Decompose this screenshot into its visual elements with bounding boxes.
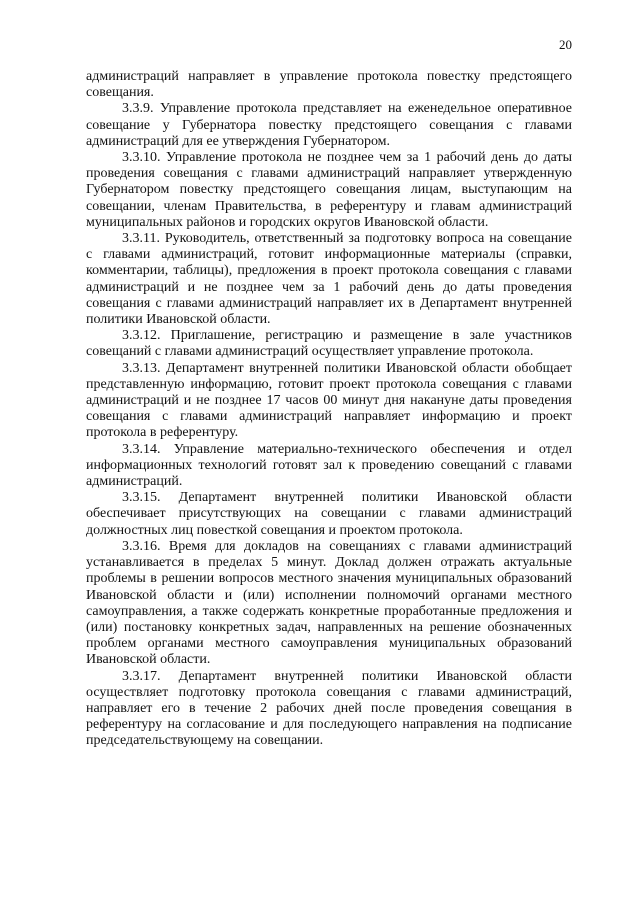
paragraph-3-3-10: 3.3.10. Управление протокола не позднее чем за 1 рабочий день до даты проведения совещания с главами администраций направляет утвержденную Губернатором повестку предстоящего совещания лицам, выступающим на совещании, членам Правительства, в референтуру и главам администраций муниципальных районов и городских округов Ивановской области. — [86, 150, 572, 230]
paragraph-3-3-15: 3.3.15. Департамент внутренней политики Ивановской области обеспечивает присутствующих на совещании с главами администраций должностных лиц повесткой совещания и проектом протокола. — [86, 490, 572, 538]
page-number: 20 — [559, 37, 572, 52]
paragraph-3-3-12: 3.3.12. Приглашение, регистрацию и размещение в зале участников совещаний с главами администраций осуществляет управление протокола. — [86, 328, 572, 360]
paragraph-continuation: администраций направляет в управление протокола повестку предстоящего совещания. — [86, 69, 572, 101]
paragraph-3-3-14: 3.3.14. Управление материально-технического обеспечения и отдел информационных технологий готовят зал к проведению совещаний с главами администраций. — [86, 441, 572, 490]
paragraph-3-3-11: 3.3.11. Руководитель, ответственный за подготовку вопроса на совещание с главами администраций, готовит информационные материалы (справки, комментарии, таблицы), предложения в проект протокола совещания с главами администраций и не позднее чем за 1 рабочий день до даты проведения совещания с главами администраций направляет их в Департамент внутренней политики Ивановской области. — [86, 231, 572, 328]
paragraph-3-3-16: 3.3.16. Время для докладов на совещаниях с главами администраций устанавливается в пределах 5 минут. Доклад должен отражать актуальные проблемы в решении вопросов местного значения муниципальных образований Ивановской области и (или) исполнении полномочий органами местного самоуправления, а также содержать конкретные проработанные предложения и (или) постановку конкретных задач, направленных на решение обозначенных проблем органами местного самоуправления муниципальных образований Ивановской области. — [86, 538, 572, 668]
document-body — [86, 69, 572, 750]
paragraph-3-3-13: 3.3.13. Департамент внутренней политики Ивановской области обобщает представленную информацию, готовит проект протокола совещания с главами администраций и не позднее 17 часов 00 минут дня накануне даты проведения совещания с главами администраций направляет информацию и проект протокола в референтуру. — [86, 360, 572, 441]
paragraph-3-3-9: 3.3.9. Управление протокола представляет на еженедельное оперативное совещание у Губернатора повестку предстоящего совещания с главами администраций для ее утверждения Губернатором. — [86, 101, 572, 149]
paragraph-3-3-17: 3.3.17. Департамент внутренней политики Ивановской области осуществляет подготовку протокола совещания с главами администраций, направляет его в течение 2 рабочих дней после проведения совещания в референтуру на согласование и для последующего направления на подписание председательствующему на совещании. — [86, 668, 572, 749]
